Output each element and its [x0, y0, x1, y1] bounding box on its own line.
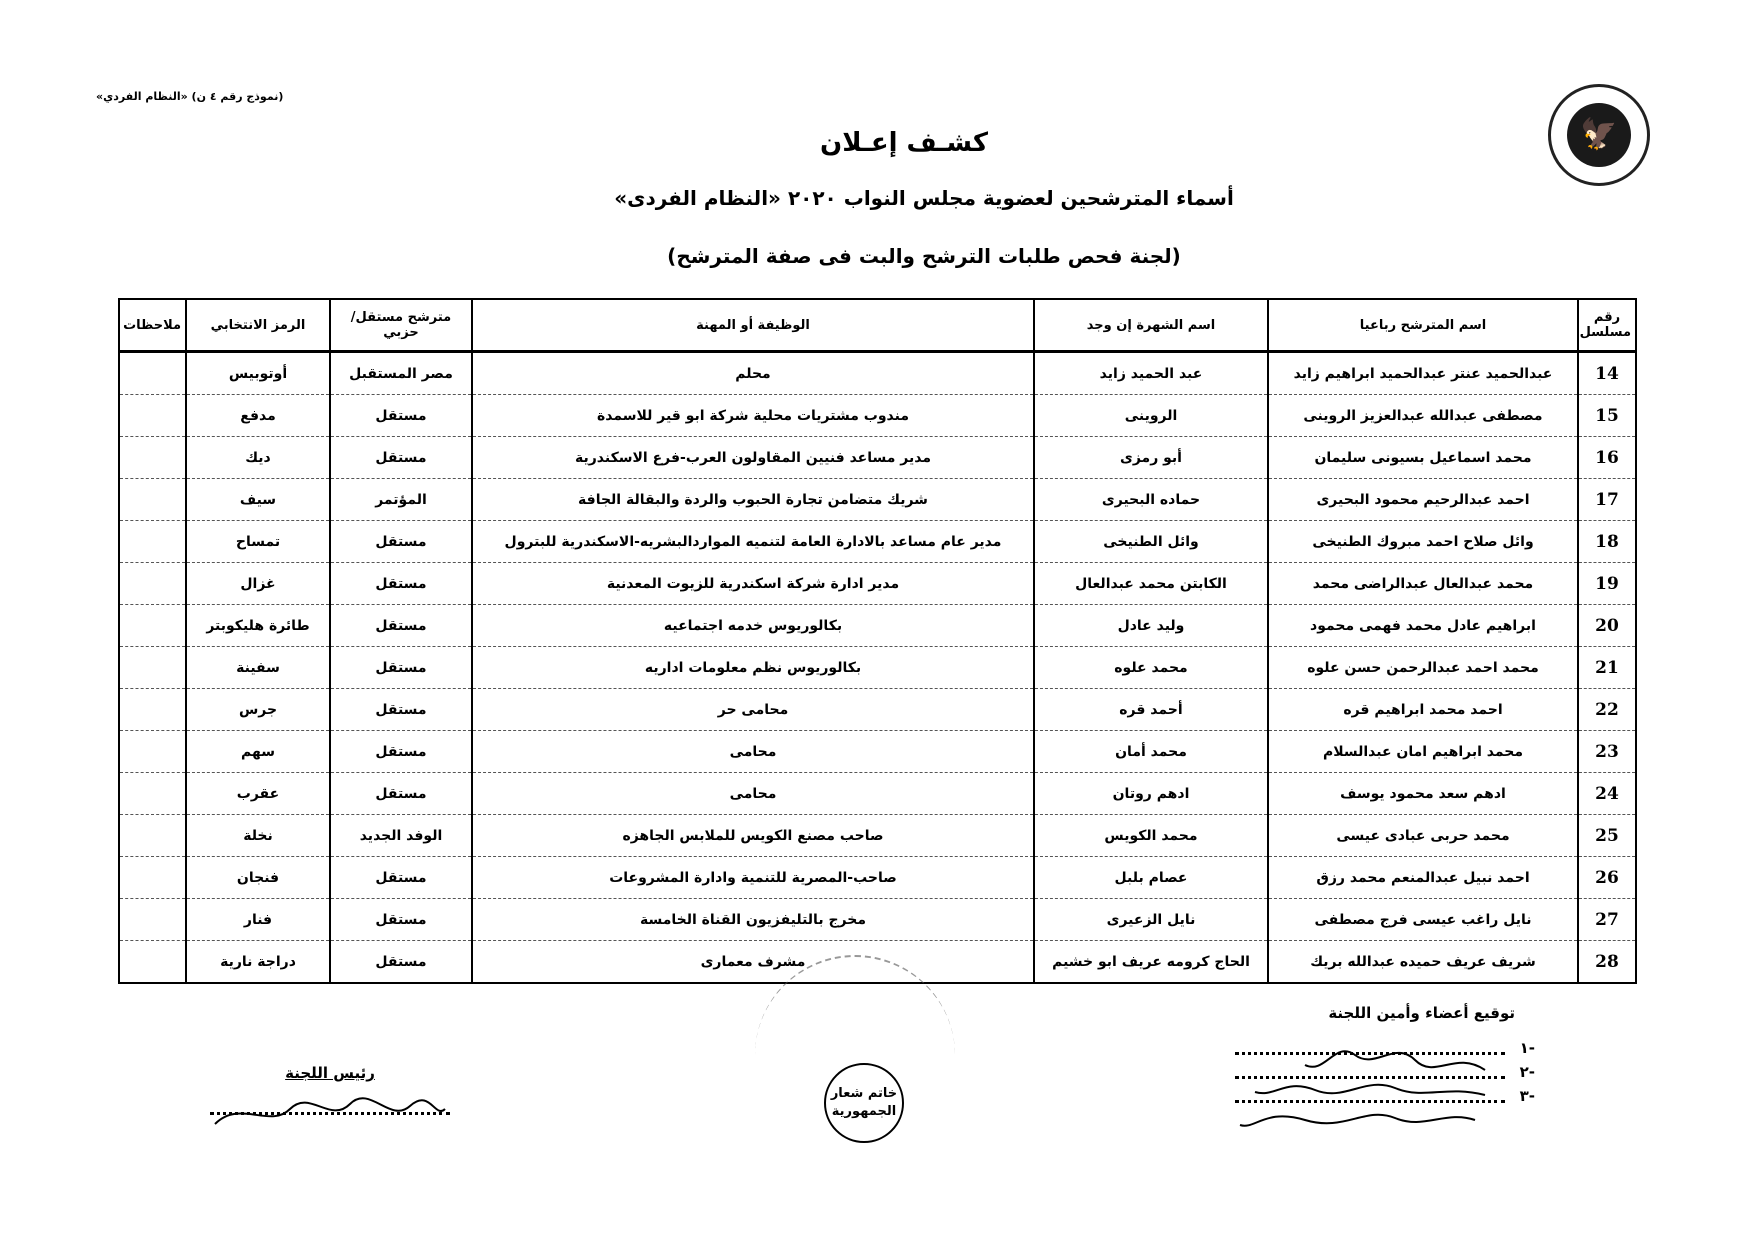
col-name: اسم المترشح رباعيا [1268, 299, 1578, 352]
cell-known-as: محمد أمان [1034, 731, 1268, 773]
cell-name: محمد احمد عبدالرحمن حسن علوه [1268, 647, 1578, 689]
candidates-table [118, 298, 1637, 984]
cell-known-as: وليد عادل [1034, 605, 1268, 647]
table-row [119, 479, 1636, 521]
member-line-index: -٢ [1519, 1063, 1535, 1081]
cell-job: مدير عام مساعد بالادارة العامة لتنميه المواردالبشريه-الاسكندرية للبترول [472, 521, 1034, 563]
cell-known-as: الكابتن محمد عبدالعال [1034, 563, 1268, 605]
cell-type: مستقل [330, 689, 472, 731]
col-serial: رقم مسلسل [1578, 299, 1636, 352]
cell-type: مستقل [330, 605, 472, 647]
cell-serial: 27 [1578, 899, 1636, 941]
cell-known-as: أحمد قره [1034, 689, 1268, 731]
cell-symbol: فنار [186, 899, 330, 941]
cell-serial: 17 [1578, 479, 1636, 521]
table-row [119, 815, 1636, 857]
members-signature-heading: توقيع أعضاء وأمين اللجنة [1328, 1004, 1515, 1022]
table-row [119, 899, 1636, 941]
col-known-as: اسم الشهرة إن وجد [1034, 299, 1268, 352]
cell-symbol: سيف [186, 479, 330, 521]
cell-symbol: تمساح [186, 521, 330, 563]
table-row [119, 689, 1636, 731]
cell-symbol: جرس [186, 689, 330, 731]
cell-known-as: نايل الزعيرى [1034, 899, 1268, 941]
cell-notes [119, 857, 186, 899]
cell-serial: 24 [1578, 773, 1636, 815]
cell-type: مستقل [330, 563, 472, 605]
egypt-eagle-emblem-icon: 🦅 [1548, 84, 1650, 186]
cell-notes [119, 437, 186, 479]
cell-job: شريك متضامن تجارة الحبوب والردة والبقالة الجافة [472, 479, 1034, 521]
page-title: كشـف إعـلان [820, 128, 988, 158]
cell-name: نايل راغب عيسى فرج مصطفى [1268, 899, 1578, 941]
cell-type: المؤتمر [330, 479, 472, 521]
cell-symbol: سهم [186, 731, 330, 773]
cell-symbol: دراجة نارية [186, 941, 330, 984]
cell-notes [119, 773, 186, 815]
table-row [119, 731, 1636, 773]
cell-notes [119, 899, 186, 941]
cell-symbol: سفينة [186, 647, 330, 689]
cell-type: مستقل [330, 773, 472, 815]
table-row [119, 857, 1636, 899]
cell-serial: 15 [1578, 395, 1636, 437]
cell-type: مستقل [330, 521, 472, 563]
table-row [119, 521, 1636, 563]
table-row [119, 605, 1636, 647]
committee-title: (لجنة فحص طلبات الترشح والبت فى صفة المترشح) [667, 244, 1181, 268]
cell-type: مستقل [330, 899, 472, 941]
cell-known-as: الروينى [1034, 395, 1268, 437]
member-line-index: -١ [1519, 1039, 1535, 1057]
cell-type: مستقل [330, 941, 472, 984]
cell-notes [119, 815, 186, 857]
col-job: الوظيفة أو المهنة [472, 299, 1034, 352]
col-symbol: الرمز الانتخابي [186, 299, 330, 352]
cell-type: مستقل [330, 437, 472, 479]
cell-job: محامى حر [472, 689, 1034, 731]
table-row [119, 647, 1636, 689]
cell-job: بكالوريوس نظم معلومات اداريه [472, 647, 1034, 689]
cell-notes [119, 521, 186, 563]
cell-job: مخرج بالتليفزيون القناة الخامسة [472, 899, 1034, 941]
cell-known-as: عصام بلبل [1034, 857, 1268, 899]
cell-known-as: الحاج كرومه عريف ابو خشيم [1034, 941, 1268, 984]
cell-serial: 25 [1578, 815, 1636, 857]
cell-notes [119, 479, 186, 521]
seal-text-line-1: خاتم شعار [830, 1085, 898, 1101]
cell-name: ادهم سعد محمود يوسف [1268, 773, 1578, 815]
cell-notes [119, 941, 186, 984]
cell-known-as: وائل الطنيخى [1034, 521, 1268, 563]
republic-seal [824, 1063, 904, 1143]
cell-symbol: غزال [186, 563, 330, 605]
cell-job: صاحب-المصرية للتنمية وادارة المشروعات [472, 857, 1034, 899]
cell-notes [119, 352, 186, 395]
cell-serial: 16 [1578, 437, 1636, 479]
cell-type: مصر المستقبل [330, 352, 472, 395]
cell-name: مصطفى عبدالله عبدالعزيز الروينى [1268, 395, 1578, 437]
cell-notes [119, 563, 186, 605]
cell-job: صاحب مصنع الكويس للملابس الجاهزه [472, 815, 1034, 857]
cell-notes [119, 605, 186, 647]
cell-symbol: ديك [186, 437, 330, 479]
cell-notes [119, 647, 186, 689]
cell-job: مدير مساعد فنيين المقاولون العرب-فرع الاسكندرية [472, 437, 1034, 479]
cell-job: مندوب مشتريات محلية شركة ابو قير للاسمدة [472, 395, 1034, 437]
cell-symbol: أوتوبيس [186, 352, 330, 395]
cell-name: وائل صلاح احمد مبروك الطنيخى [1268, 521, 1578, 563]
cell-job: محامى [472, 773, 1034, 815]
cell-known-as: ادهم روتان [1034, 773, 1268, 815]
chair-heading: رئيس اللجنة [285, 1064, 375, 1082]
member-line-index: -٣ [1519, 1087, 1535, 1105]
cell-type: مستقل [330, 857, 472, 899]
table-row [119, 395, 1636, 437]
table-row [119, 437, 1636, 479]
cell-serial: 18 [1578, 521, 1636, 563]
cell-name: احمد عبدالرحيم محمود البحيرى [1268, 479, 1578, 521]
cell-job: محلم [472, 352, 1034, 395]
cell-known-as: أبو رمزى [1034, 437, 1268, 479]
cell-known-as: حماده البحيرى [1034, 479, 1268, 521]
cell-known-as: محمد الكويس [1034, 815, 1268, 857]
cell-notes [119, 689, 186, 731]
cell-name: احمد محمد ابراهيم قره [1268, 689, 1578, 731]
table-row [119, 563, 1636, 605]
cell-job: مشرف معمارى [472, 941, 1034, 984]
cell-symbol: فنجان [186, 857, 330, 899]
cell-serial: 22 [1578, 689, 1636, 731]
cell-serial: 14 [1578, 352, 1636, 395]
cell-job: بكالوريوس خدمه اجتماعيه [472, 605, 1034, 647]
cell-serial: 21 [1578, 647, 1636, 689]
cell-type: الوفد الجديد [330, 815, 472, 857]
cell-name: محمد عبدالعال عبدالراضى محمد [1268, 563, 1578, 605]
col-type: مترشح مستقل/حزبي [330, 299, 472, 352]
cell-type: مستقل [330, 647, 472, 689]
cell-symbol: مدفع [186, 395, 330, 437]
cell-known-as: محمد علوه [1034, 647, 1268, 689]
col-notes: ملاحظات [119, 299, 186, 352]
cell-notes [119, 395, 186, 437]
cell-serial: 20 [1578, 605, 1636, 647]
cell-name: احمد نبيل عبدالمنعم محمد رزق [1268, 857, 1578, 899]
handwritten-signatures [1235, 1040, 1515, 1140]
cell-job: محامى [472, 731, 1034, 773]
page-subtitle: أسماء المترشحين لعضوية مجلس النواب ٢٠٢٠ «النظام الفردى» [614, 186, 1234, 210]
cell-known-as: عبد الحميد زايد [1034, 352, 1268, 395]
chair-handwritten-signature [210, 1094, 450, 1134]
cell-symbol: طائرة هليكوبتر [186, 605, 330, 647]
cell-name: عبدالحميد عنتر عبدالحميد ابراهيم زايد [1268, 352, 1578, 395]
cell-serial: 19 [1578, 563, 1636, 605]
cell-name: ابراهيم عادل محمد فهمى محمود [1268, 605, 1578, 647]
cell-name: شريف عريف حميده عبدالله بريك [1268, 941, 1578, 984]
cell-serial: 26 [1578, 857, 1636, 899]
table-row [119, 773, 1636, 815]
form-number-label: (نموذج رقم ٤ ن) «النظام الفردي» [96, 90, 284, 103]
table-header-row [119, 299, 1636, 352]
seal-text-line-2: الجمهورية [831, 1104, 897, 1119]
cell-type: مستقل [330, 731, 472, 773]
cell-job: مدير ادارة شركة اسكندرية للزيوت المعدنية [472, 563, 1034, 605]
cell-notes [119, 731, 186, 773]
cell-type: مستقل [330, 395, 472, 437]
cell-name: محمد ابراهيم امان عبدالسلام [1268, 731, 1578, 773]
cell-symbol: نخلة [186, 815, 330, 857]
cell-serial: 28 [1578, 941, 1636, 984]
cell-name: محمد اسماعيل بسيونى سليمان [1268, 437, 1578, 479]
cell-symbol: عقرب [186, 773, 330, 815]
cell-serial: 23 [1578, 731, 1636, 773]
cell-name: محمد حربى عبادى عيسى [1268, 815, 1578, 857]
table-row [119, 352, 1636, 395]
